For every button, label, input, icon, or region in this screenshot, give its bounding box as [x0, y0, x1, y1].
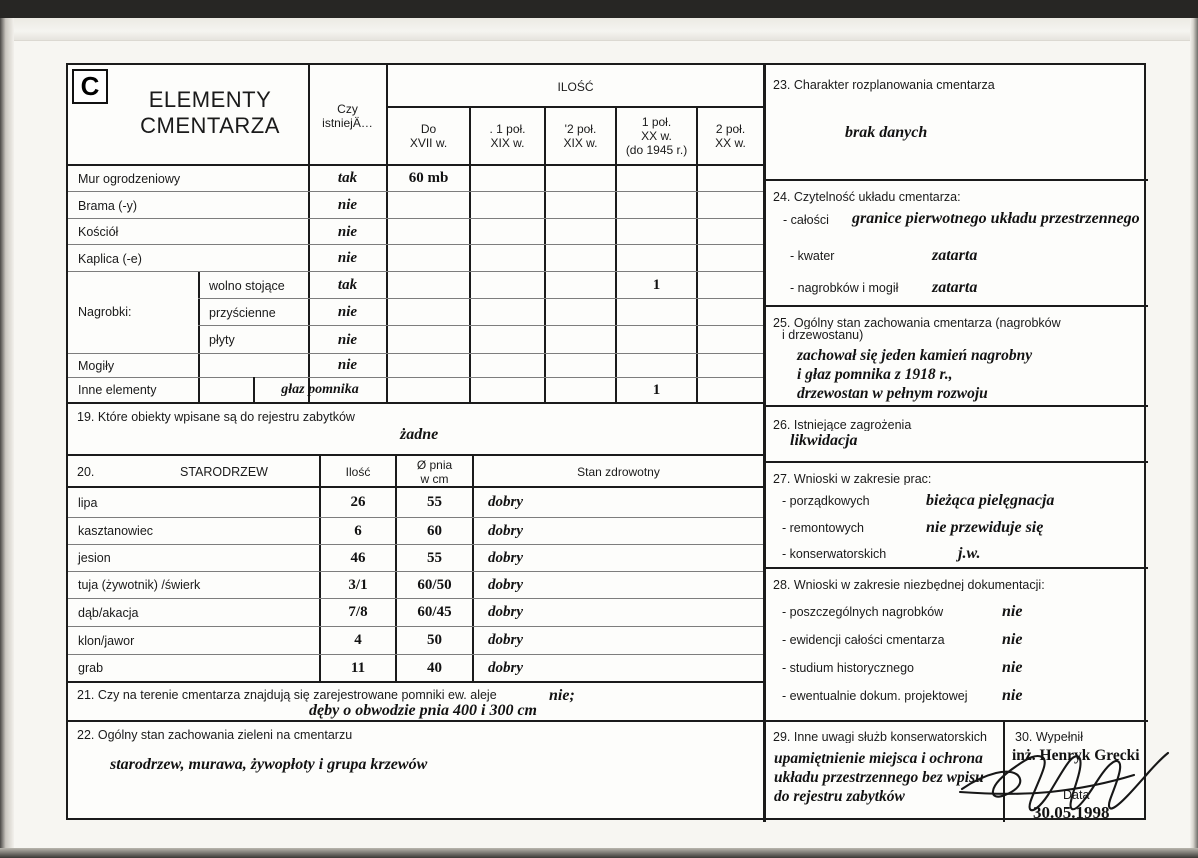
section-28-item-label-0: - poszczególnych nagrobków	[782, 605, 944, 619]
section-20-col-health: Stan zdrowotny	[577, 464, 660, 479]
column-header-q0	[388, 107, 469, 164]
element-row-label-3: Kaplica (-e)	[78, 251, 142, 266]
section-28-item-value-2: nie	[1002, 659, 1023, 676]
grid-h-s25-bottom	[763, 405, 1148, 407]
column-header-q4-l2: XX w.	[715, 135, 746, 150]
grid-h-row6	[198, 325, 763, 326]
element-row-sub-6: płyty	[209, 333, 235, 347]
column-header-exists-l2: istniejÄ…	[322, 115, 373, 130]
section-22-answer: starodrzew, murawa, żywopłoty i grupa krzewów	[110, 756, 428, 773]
section-28-label: 28. Wnioski w zakresie niezbędnej dokumentacji:	[773, 578, 1045, 591]
tree-row-species-0: lipa	[78, 495, 98, 510]
column-header-q4-l1: 2 poł.	[715, 121, 746, 136]
element-row-sub-4: wolno stojące	[209, 278, 285, 293]
tree-row-diameter-2: 55	[427, 549, 442, 566]
section-29-answer-l3: do rejestru zabytków	[774, 788, 905, 805]
element-row-sub-5: przyścienne	[209, 305, 276, 320]
section-19-answer: żadne	[400, 426, 439, 443]
element-row-label-2: Kościół	[78, 225, 119, 239]
tree-row-diameter-5: 50	[427, 632, 442, 648]
tree-row-diameter-0: 55	[427, 494, 442, 510]
grid-h-row1	[68, 191, 763, 192]
element-row-label-0: Mur ogrodzeniowy	[78, 171, 181, 186]
column-header-q3-l1: 1 poł.	[641, 114, 672, 129]
element-row-label-8: Inne elementy	[78, 383, 157, 397]
section-24-item-value-1: zatarta	[932, 247, 978, 264]
section-20-col-diameter	[397, 457, 472, 486]
grid-h-s28-bottom	[763, 720, 1148, 722]
tree-row-species-1: kasztanowiec	[78, 524, 154, 538]
section-28-item-label-3: - ewentualnie dokum. projektowej	[782, 689, 968, 703]
tree-row-health-1: dobry	[488, 522, 523, 539]
grid-h-row2	[68, 218, 763, 219]
grid-h-s26-bottom	[763, 461, 1148, 463]
tree-row-count-4: 7/8	[348, 604, 368, 620]
tree-row-diameter-6: 40	[427, 659, 442, 676]
column-header-q1-l1: . 1 poł.	[489, 121, 526, 136]
grid-h-s27-bottom	[763, 567, 1148, 569]
tree-row-health-5: dobry	[488, 632, 523, 648]
section-24-item-label-2: - nagrobków i mogił	[790, 281, 899, 295]
tree-row-count-1: 6	[354, 522, 362, 539]
section-19-label: 19. Które obiekty wpisane są do rejestru zabytków	[77, 410, 355, 424]
grid-h-s24-bottom	[763, 305, 1148, 307]
element-row-label-4: Nagrobki:	[78, 305, 132, 319]
photo-top-shadow	[0, 0, 1198, 18]
section-24-label: 24. Czytelność układu cmentarza:	[773, 190, 961, 204]
grid-h-s23-bottom	[763, 179, 1148, 181]
element-row-label-1: Brama (-y)	[78, 198, 138, 213]
section-27-item-value-0: bieżąca pielęgnacja	[926, 492, 1055, 509]
tree-row-diameter-4: 60/45	[417, 604, 452, 620]
tree-row-count-0: 26	[350, 494, 366, 510]
section-24-item-label-0: - całości	[783, 213, 829, 227]
tree-row-health-6: dobry	[488, 659, 523, 676]
tree-row-count-5: 4	[354, 632, 362, 648]
section-20-col-count: Ilość	[345, 464, 371, 479]
section-20-label: 20.	[77, 464, 95, 479]
grid-h-row5	[198, 298, 763, 299]
column-header-q2-l1: '2 poł.	[564, 121, 597, 136]
paper-top-edge	[0, 18, 1198, 41]
section-27-item-label-0: - porządkowych	[782, 494, 870, 508]
element-row-q0-0: 60 mb	[408, 170, 449, 186]
page-title-line1: ELEMENTY	[148, 87, 272, 112]
element-row-exists-5: nie	[337, 304, 358, 320]
tree-row-count-6: 11	[350, 659, 366, 676]
column-header-q1-l2: XIX w.	[490, 135, 525, 150]
element-row-exists-7: nie	[337, 357, 358, 373]
section-25-label-l2: i drzewostanu)	[782, 328, 864, 342]
section-20-title: STARODRZEW	[180, 464, 268, 479]
section-27-item-value-2: j.w.	[958, 545, 981, 562]
section-28-item-value-0: nie	[1002, 603, 1023, 620]
grid-v-inne-elementy	[253, 377, 255, 403]
element-row-exists-0: tak	[337, 170, 358, 186]
section-23-answer: brak danych	[845, 124, 928, 141]
section-26-label: 26. Istniejące zagrożenia	[773, 418, 912, 431]
section-26-answer: likwidacja	[790, 432, 858, 449]
tree-row-health-4: dobry	[488, 604, 523, 620]
section-25-label-l1: 25. Ogólny stan zachowania cmentarza (nagrobków	[773, 316, 1061, 329]
element-row-q3-4: 1	[652, 277, 661, 293]
element-row-exists-8: głaz pomnika	[281, 382, 359, 397]
section-21-answer-below: dęby o obwodzie pnia 400 i 300 cm	[309, 702, 537, 719]
element-row-exists-4: tak	[337, 277, 358, 293]
column-header-exists-l1: Czy	[337, 101, 358, 116]
section-28-item-value-1: nie	[1002, 631, 1023, 648]
section-20-col-diameter-l1: Ø pnia	[416, 457, 453, 472]
section-21-label: 21. Czy na terenie cmentarza znajdują się zarejestrowane pomniki ew. aleje	[77, 688, 497, 702]
section-30-date-value: 30.05.1998	[1033, 803, 1110, 822]
element-row-q3-8: 1	[652, 381, 661, 398]
photo-left-shadow	[0, 18, 14, 858]
section-30-label: 30. Wypełnił	[1015, 730, 1083, 743]
grid-h-row3	[68, 244, 763, 245]
section-25-answer-l3: drzewostan w pełnym rozwoju	[797, 385, 988, 402]
photo-bottom-shadow	[0, 848, 1198, 858]
element-row-exists-6: nie	[337, 331, 358, 348]
column-header-q3-l2: XX w.	[641, 128, 672, 143]
tree-row-species-6: grab	[78, 661, 104, 675]
tree-row-count-3: 3/1	[348, 576, 368, 593]
section-27-label: 27. Wnioski w zakresie prac:	[773, 472, 932, 485]
section-25-answer-l1: zachował się jeden kamień nagrobny	[797, 347, 1033, 364]
section-30-date-label: Data	[1063, 788, 1090, 802]
tree-row-count-2: 46	[350, 549, 366, 566]
section-25-answer-l2: i głaz pomnika z 1918 r.,	[797, 366, 953, 383]
section-24-item-value-2: zatarta	[932, 279, 978, 296]
column-header-exists	[309, 67, 386, 164]
grid-h-s19-bottom	[68, 454, 763, 456]
section-29-answer-l2: układu przestrzennego bez wpisu	[774, 769, 984, 786]
column-group-header-quantity: ILOŚĆ	[557, 79, 594, 94]
page-title-line2: CMENTARZA	[140, 113, 280, 138]
column-header-q3	[617, 107, 696, 164]
element-row-label-7: Mogiły	[78, 358, 115, 373]
column-header-q4	[698, 107, 763, 164]
column-header-q1	[471, 107, 544, 164]
tree-row-species-5: klon/jawor	[78, 633, 135, 648]
section-20-col-diameter-l2: w cm	[420, 471, 449, 486]
grid-h-s21-bottom	[68, 720, 763, 722]
column-header-q2	[546, 107, 615, 164]
section-29-answer-l1: upamiętnienie miejsca i ochrona	[774, 750, 983, 767]
section-28-item-value-3: nie	[1002, 687, 1023, 704]
section-27-item-value-1: nie przewiduje się	[926, 519, 1044, 536]
section-29-label: 29. Inne uwagi służb konserwatorskich	[773, 730, 988, 743]
section-28-item-label-2: - studium historycznego	[782, 661, 915, 675]
grid-h-elements-bottom	[68, 402, 763, 404]
column-header-q0-l1: Do	[420, 121, 437, 136]
tree-row-species-4: dąb/akacja	[78, 605, 139, 620]
tree-row-health-3: dobry	[488, 576, 523, 593]
tree-row-health-0: dobry	[488, 494, 523, 510]
section-24-item-label-1: - kwater	[790, 249, 835, 263]
page-title	[114, 87, 306, 139]
section-21-answer-inline: nie;	[549, 687, 575, 704]
tree-row-diameter-3: 60/50	[417, 576, 452, 593]
section-23-label: 23. Charakter rozplanowania cmentarza	[773, 78, 995, 92]
section-30-name: inż. Henryk Grecki	[1012, 747, 1140, 764]
column-header-q2-l2: XIX w.	[563, 135, 598, 150]
element-row-exists-1: nie	[337, 197, 358, 213]
element-row-exists-3: nie	[337, 250, 358, 266]
section-letter-badge: C	[72, 69, 108, 104]
tree-row-diameter-1: 60	[427, 522, 442, 539]
column-header-q0-l2: XVII w.	[409, 135, 448, 150]
section-24-item-value-0: granice pierwotnego układu przestrzennego	[852, 210, 1140, 227]
column-header-q3-l3: (do 1945 r.)	[625, 142, 688, 157]
form-card-C	[66, 63, 1146, 820]
section-22-label: 22. Ogólny stan zachowania zieleni na cmentarzu	[77, 728, 353, 742]
tree-row-health-2: dobry	[488, 549, 523, 566]
section-28-item-label-1: - ewidencji całości cmentarza	[782, 633, 945, 647]
photo-right-shadow	[1190, 18, 1198, 858]
section-27-item-label-1: - remontowych	[782, 521, 864, 535]
element-row-exists-2: nie	[337, 223, 358, 240]
section-27-item-label-2: - konserwatorskich	[782, 547, 887, 561]
tree-row-species-3: tuja (żywotnik) /świerk	[78, 578, 201, 592]
tree-row-species-2: jesion	[78, 551, 111, 565]
